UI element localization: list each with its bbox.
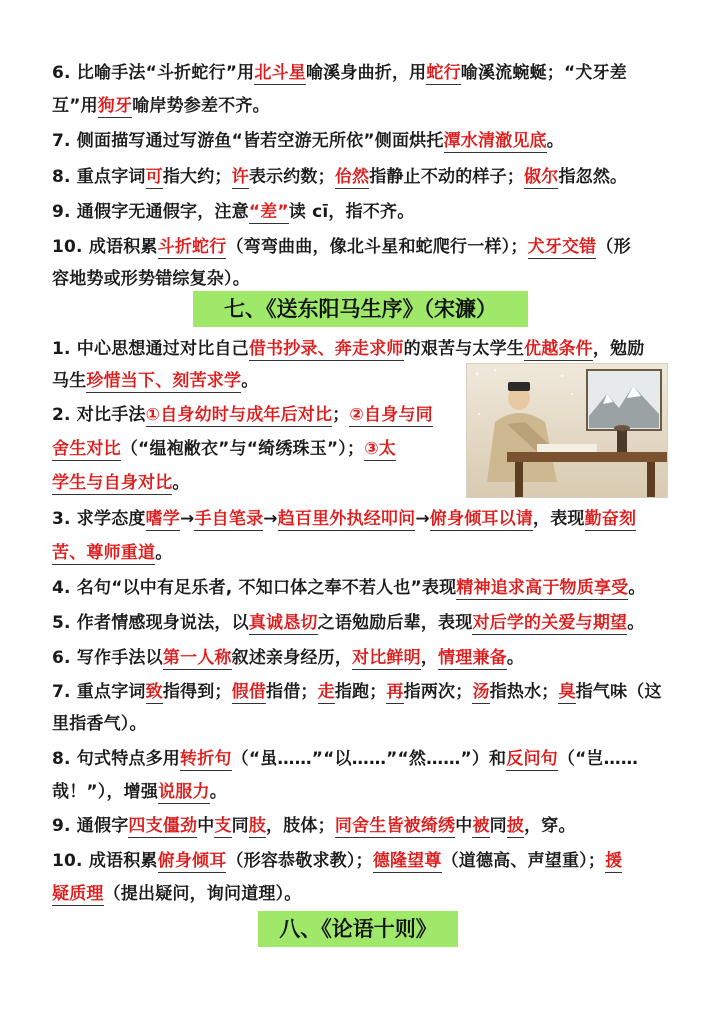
key-term: 舍生对比 [52,439,121,459]
text: （“虽……”“以……”“然……”）和 [231,749,507,769]
text: 。 [546,131,564,151]
scholar-illustration [466,363,668,498]
section-heading-7: 七、《送东阳马生序》（宋濂） [193,291,528,327]
key-term: 斗折蛇行 [157,237,227,257]
key-term: 说服力 [158,782,210,802]
key-term: 可 [145,167,163,187]
text: （道德高、声望重）； [441,851,606,871]
text: 同 [231,816,249,836]
arrow: → [180,509,195,529]
key-term: “差” [248,202,289,222]
text: 中 [197,816,215,836]
note-7-2-line2 [52,438,462,460]
text: 6. 比喻手法“斗折蛇行”用 [52,63,255,83]
note-7-1-line1 [52,338,672,360]
key-term: ②自身与同 [349,405,433,425]
text: 马生 [52,371,87,391]
note-6-6-line1 [52,62,672,84]
text: 6. 写作手法以 [52,648,163,668]
note-7-6 [52,647,672,669]
note-6-6-line2 [52,95,672,117]
key-term: 同舍生皆被绮绣 [334,816,456,836]
key-term: 潭水清澈见底 [443,131,547,151]
note-7-3-line2 [52,542,672,564]
text: 9. 通假字无通假字，注意 [52,202,249,222]
note-7-5 [52,612,672,634]
text: 叙述亲身经历， [231,648,353,668]
text: 。 [506,648,525,668]
key-term: 狗牙 [97,96,133,116]
text: 里指香气）。 [52,714,147,734]
text: 。 [209,782,227,802]
text: 7. 侧面描写通过写游鱼“皆若空游无所依”侧面烘托 [52,131,444,151]
key-term: 情理兼备 [438,648,507,668]
key-term: 珍惜当下、刻苦求学 [86,371,242,391]
key-term: 手自笔录 [194,509,264,529]
text: 喻岸势参差不齐。 [132,96,270,116]
key-term: 第一人称 [162,648,232,668]
text: （“岂…… [557,749,639,769]
key-term: 转折句 [180,749,232,769]
text: 8. 句式特点多用 [52,749,181,769]
text: 。 [628,578,646,598]
note-7-8-line2 [52,781,672,803]
text: 10. 成语积累 [52,237,158,257]
text: 喻溪身曲折，用 [305,63,427,83]
text: 指气味（这 [575,682,662,702]
key-term: 德隆望尊 [372,851,442,871]
key-term: ①自身幼时与成年后对比 [145,405,333,425]
note-6-10-line1 [52,236,672,258]
note-6-10-line2 [52,268,672,290]
text: 容地势或形势错综复杂）。 [52,269,250,289]
key-term: 借书抄录、奔走求师 [248,339,404,359]
text: ； [332,405,350,425]
note-7-2-line3 [52,472,462,494]
text: 哉！”），增强 [52,782,159,802]
key-term: 再 [386,682,404,702]
text: 互”用 [52,96,98,116]
key-term: 俯身倾耳以请 [429,509,533,529]
text: （弯弯曲曲，像北斗星和蛇爬行一样）； [226,237,528,257]
text: ，肢体； [266,816,335,836]
text: 喻溪流蜿蜒；“犬牙差 [460,63,627,83]
key-term: 学生与自身对比 [52,473,173,493]
key-term: 俶尔 [524,167,559,187]
note-6-9 [52,201,672,223]
key-term: 臭 [558,682,576,702]
note-6-7 [52,130,672,152]
key-term: 趋百里外执经叩问 [277,509,416,529]
text: 10. 成语积累 [52,851,158,871]
note-7-7-line2 [52,713,672,735]
key-term: 援 [605,851,623,871]
key-term: 假借 [231,682,267,702]
text: 指静止不动的样子； [369,167,525,187]
note-7-10-line1 [52,850,672,872]
key-term: 四支僵劲 [128,816,198,836]
key-term: 犬牙交错 [527,237,597,257]
arrow: → [263,509,278,529]
note-7-10-line2 [52,883,672,905]
key-term: 肢 [248,816,267,836]
text: 9. 通假字 [52,816,129,836]
key-term: 勤奋刻 [584,509,637,529]
text: 指大约； [162,167,232,187]
key-term: 北斗星 [254,63,306,83]
note-7-9 [52,815,672,837]
arrow: → [415,509,430,529]
text: 中 [455,816,473,836]
text: 指热水； [489,682,559,702]
key-term: 优越条件 [524,339,593,359]
note-7-7-line1 [52,681,672,703]
note-6-8 [52,166,672,188]
text: 的艰苦与太学生 [403,339,525,359]
text: 指两次； [403,682,473,702]
note-7-3-line1 [52,508,672,530]
key-term: 俯身倾耳 [157,851,227,871]
text: 8. 重点字词 [52,167,146,187]
text: 同 [489,816,507,836]
text: 指得到； [162,682,232,702]
text: 7. 重点字词 [52,682,146,702]
key-term: 疑质理 [52,884,104,904]
text: 读 cī，指不齐。 [288,202,415,222]
key-term: 佁然 [334,167,370,187]
text: 指借； [266,682,318,702]
section-heading-8: 八、《论语十则》 [258,911,458,947]
text: 3. 求学态度 [52,509,146,529]
note-7-8-line1 [52,748,672,770]
key-term: 汤 [472,682,490,702]
note-7-2-line1 [52,404,462,426]
text: 。 [241,371,259,391]
text: 。 [627,613,645,633]
text: （“缊袍敝衣”与“绮绣珠玉”）； [120,439,365,459]
text: ，勉励 [592,339,645,359]
text: 。 [155,543,173,563]
text: 指忽然。 [558,167,628,187]
key-term: 嗜学 [145,509,181,529]
text: 5. 作者情感现身说法，以 [52,613,249,633]
text: 2. 对比手法 [52,405,146,425]
text: ，表现 [533,509,585,529]
key-term: ③太 [364,439,397,459]
key-term: 对比鲜明 [352,648,421,668]
key-term: 走 [317,682,335,702]
text: （形 [596,237,631,257]
key-term: 对后学的关爱与期望 [472,613,628,633]
key-term: 反问句 [506,749,558,769]
text: 。 [172,473,190,493]
key-term: 苦、尊师重道 [52,543,156,563]
text: 指跑； [334,682,387,702]
text: （提出疑问，询问道理）。 [103,884,302,904]
key-term: 支 [214,816,232,836]
text: （形容恭敬求教）； [226,851,373,871]
key-term: 致 [145,682,163,702]
text: ， [420,648,439,668]
text: 之语勉励后辈，表现 [317,613,473,633]
text: 1. 中心思想通过对比自己 [52,339,249,359]
key-term: 披 [506,816,525,836]
key-term: 蛇行 [426,63,461,83]
text: 表示约数； [248,167,335,187]
key-term: 真诚恳切 [248,613,318,633]
note-7-4 [52,577,672,599]
key-term: 许 [231,167,249,187]
scholar-painting-icon [467,364,667,497]
key-term: 被 [472,816,490,836]
key-term: 精神追求高于物质享受 [456,578,629,598]
text: ，穿。 [524,816,576,836]
text: 4. 名句“以中有足乐者, 不知口体之奉不若人也”表现 [52,578,457,598]
